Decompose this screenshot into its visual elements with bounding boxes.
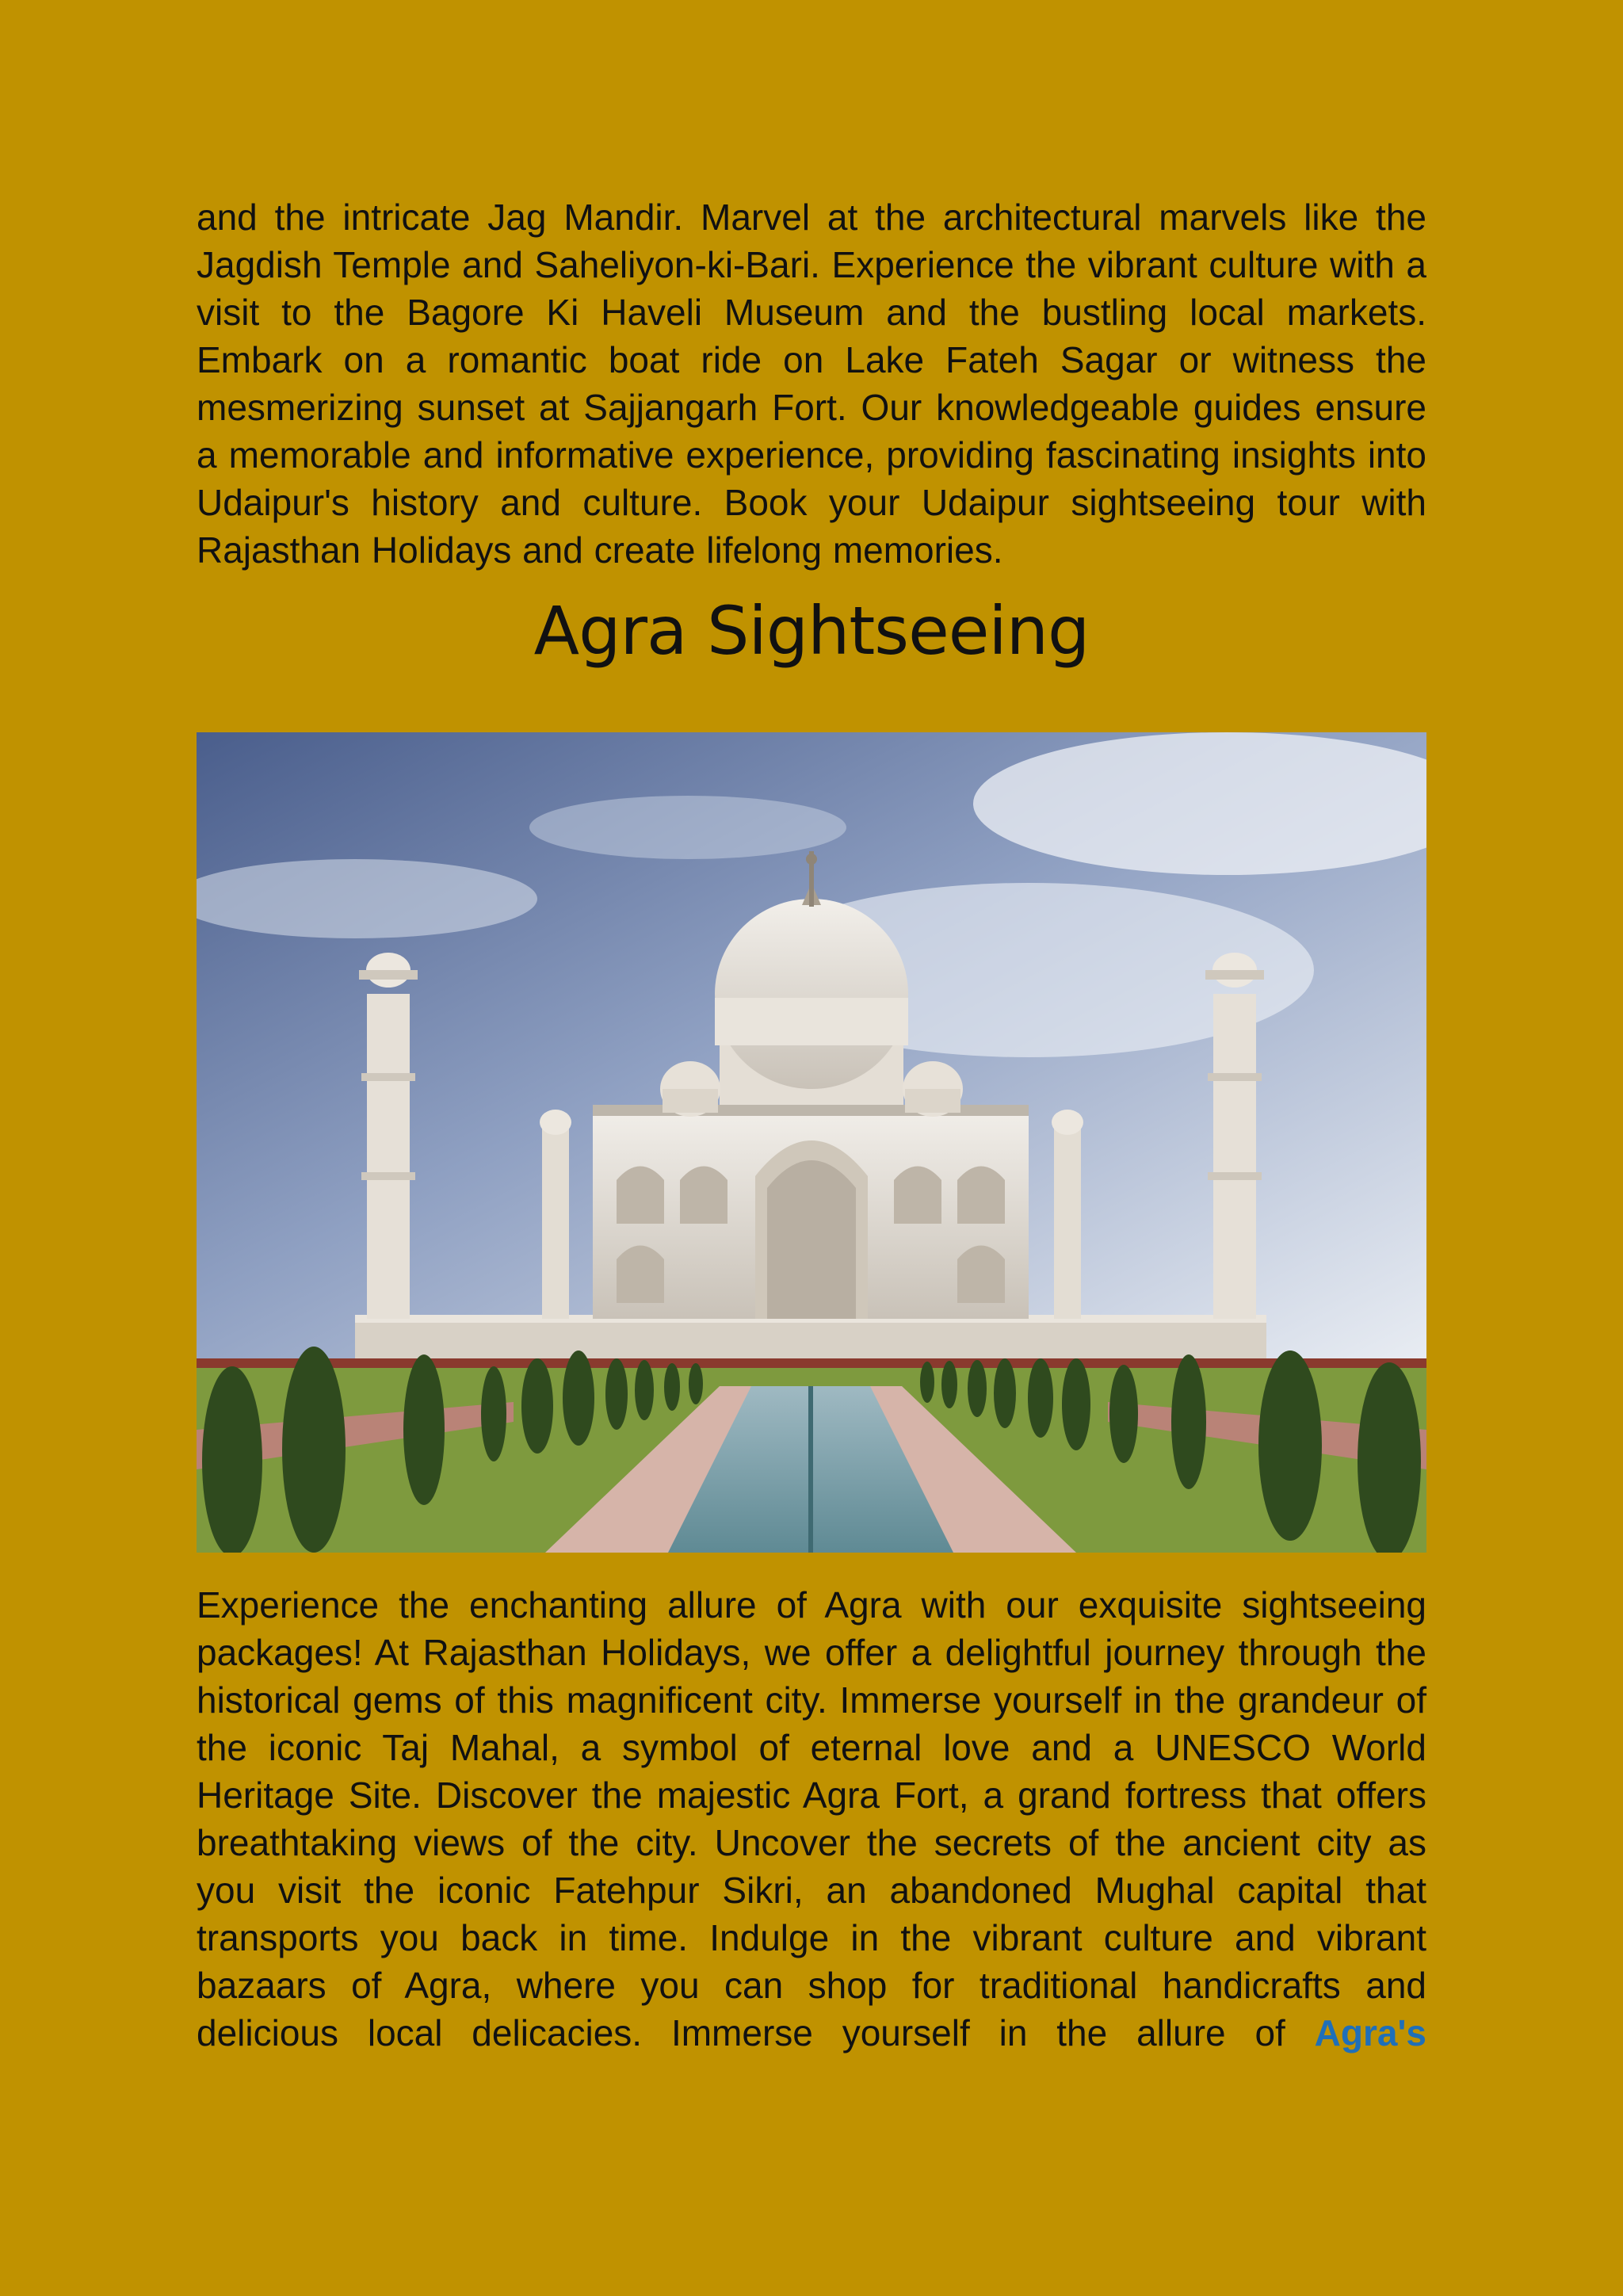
section-paragraph: [197, 1581, 1426, 2057]
agras-link[interactable]: Agra's: [1314, 2012, 1426, 2053]
document-page: [197, 193, 1426, 2057]
section-paragraph-text: Experience the enchanting allure of Agra with our exquisite sightseeing packages! At Rajasthan Holidays, we offer a delightful journey through the historical gems of this magnificent city. Immerse yourself in the grandeur of the iconic Taj Mahal, a symbol of eternal love and a UNESCO World Heritage Site. Discover the majestic Agra Fort, a grand fortress that offers breathtaking views of the city. Uncover the secrets of the ancient city as you visit the iconic Fatehpur Sikri, an abandoned Mughal capital that transports you back in time. Indulge in the vibrant culture and vibrant bazaars of Agra, where you can shop for traditional handicrafts and delicious local delicacies. Immerse yourself in the allure of: [197, 1584, 1426, 2053]
intro-paragraph: and the intricate Jag Mandir. Marvel at the architectural marvels like the Jagdish Temple and Saheliyon-ki-Bari. Experience the vibrant culture with a visit to the Bagore Ki Haveli Museum and the bustling local markets. Embark on a romantic boat ride on Lake Fateh Sagar or witness the mesmerizing sunset at Sajjangarh Fort. Our knowledgeable guides ensure a memorable and informative experience, providing fascinating insights into Udaipur's history and culture. Book your Udaipur sightseeing tour with Rajasthan Holidays and create lifelong memories.: [197, 197, 1426, 571]
section-heading: Agra Sightseeing: [533, 592, 1090, 670]
taj-mahal-photo: [197, 732, 1426, 1553]
